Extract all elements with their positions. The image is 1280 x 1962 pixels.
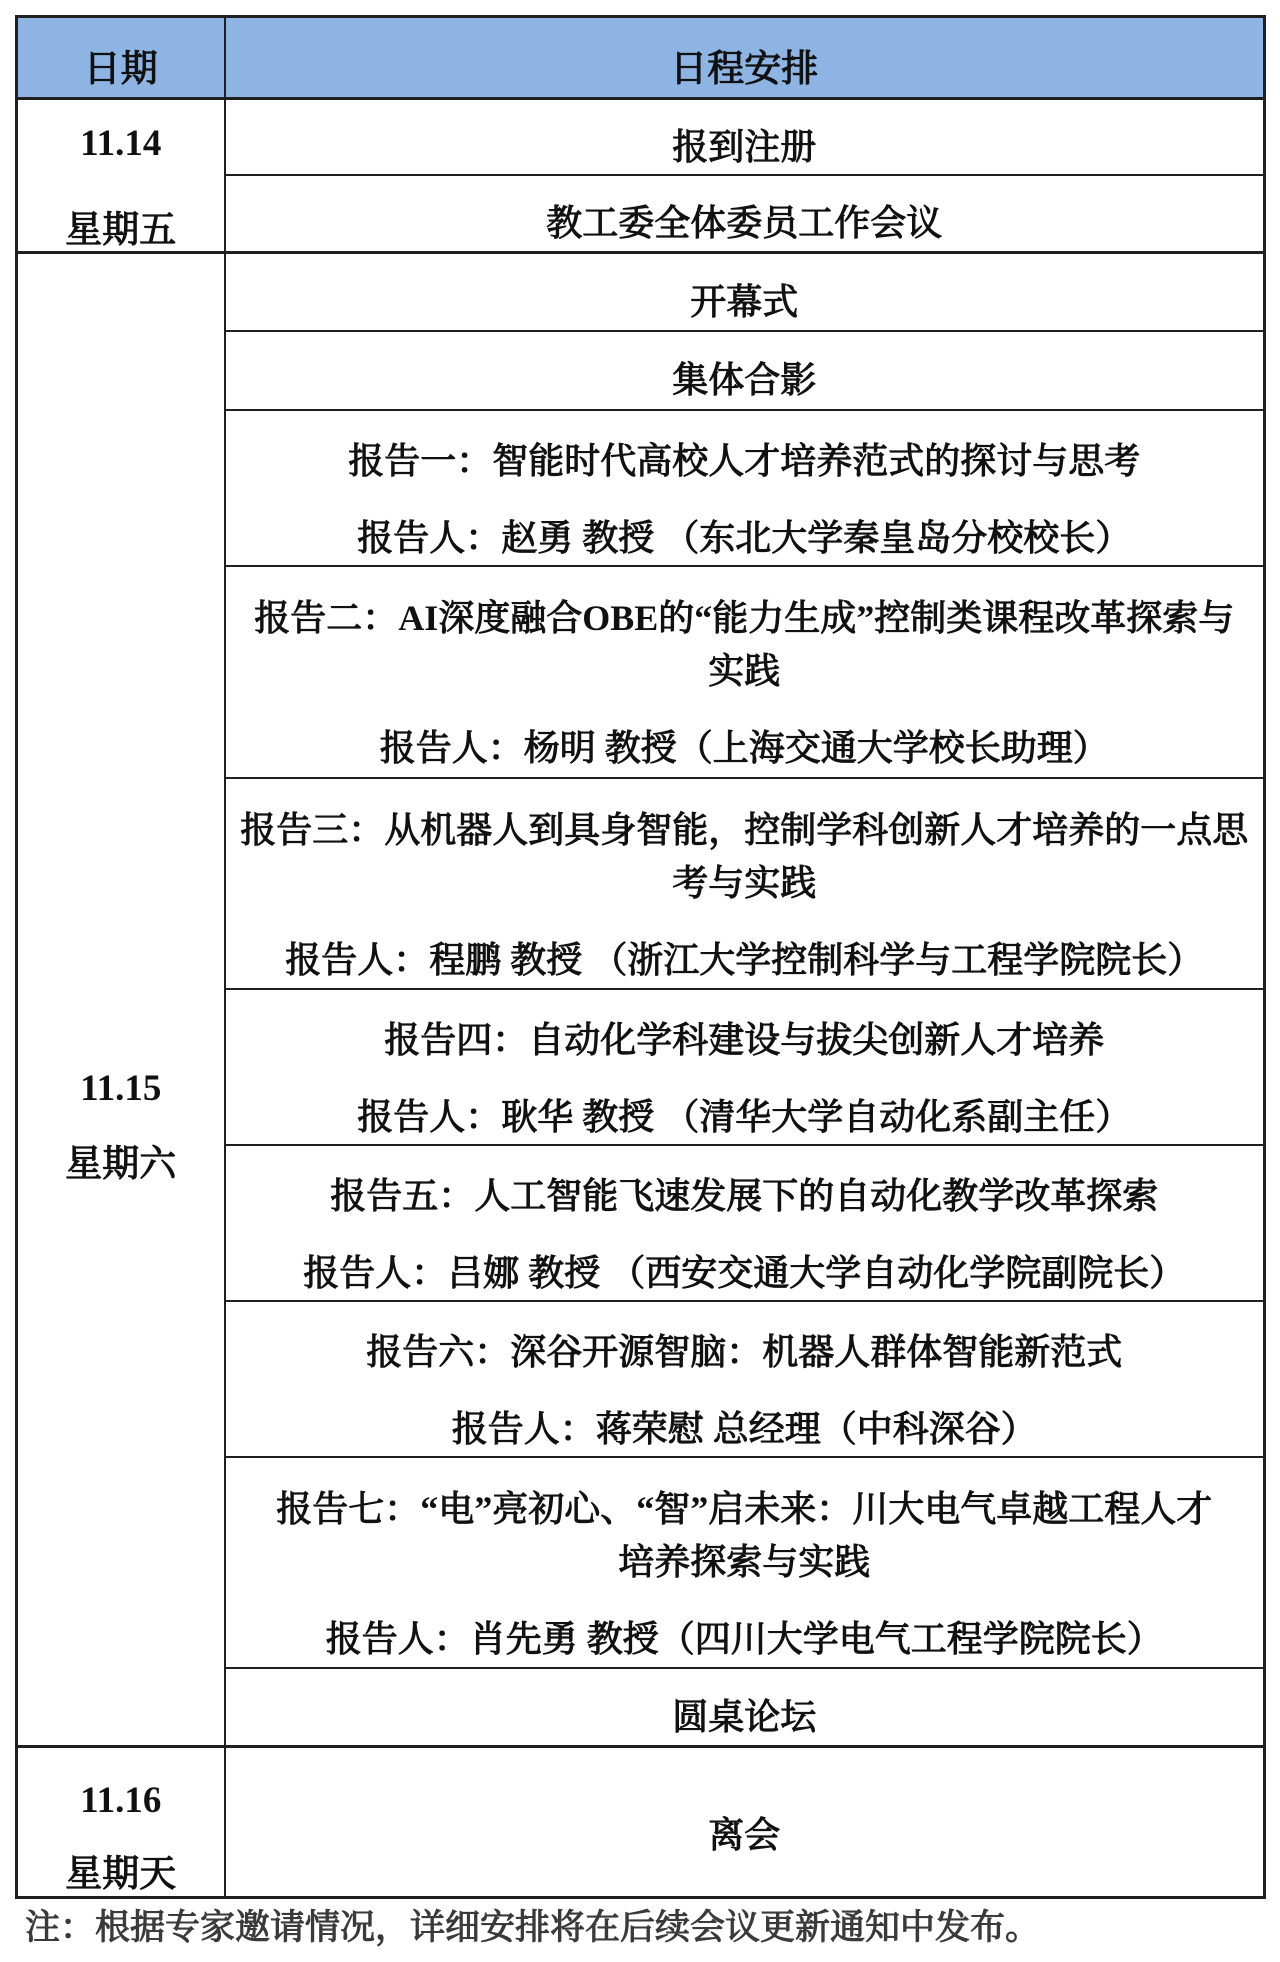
weekday-label: 星期五 (65, 210, 177, 251)
date-cell-1114 (17, 99, 225, 253)
header-agenda-label: 日程安排 (670, 48, 819, 90)
table-row (17, 1747, 1265, 1898)
schedule-table-wrapper (15, 15, 1266, 1899)
date-label: 11.16 (80, 1780, 162, 1821)
agenda-cell-opening-ceremony (225, 253, 1265, 331)
agenda-cell-committee-meeting (225, 175, 1265, 253)
report-speaker: 报告人：吕娜 教授 （西安交通大学自动化学院副院长） (303, 1252, 1186, 1293)
agenda-cell-report-2 (225, 566, 1265, 778)
agenda-cell-report-5 (225, 1145, 1265, 1301)
table-row (17, 253, 1265, 331)
header-cell-agenda (225, 17, 1265, 99)
agenda-text: 报到注册 (672, 126, 817, 167)
report-title: 报告七：“电”亮初心、“智”启未来：川大电气卓越工程人才 (276, 1488, 1213, 1529)
report-speaker: 报告人：肖先勇 教授（四川大学电气工程学院院长） (325, 1618, 1163, 1659)
agenda-text: 离会 (708, 1815, 781, 1855)
agenda-cell-report-1 (225, 410, 1265, 566)
report-speaker: 报告人：杨明 教授（上海交通大学校长助理） (379, 728, 1109, 768)
footer-note: 注：根据专家邀请情况，详细安排将在后续会议更新通知中发布。 (25, 1908, 1041, 1947)
report-title: 报告五：人工智能飞速发展下的自动化教学改革探索 (330, 1175, 1159, 1216)
date-label: 11.14 (80, 123, 162, 164)
agenda-cell-group-photo (225, 331, 1265, 410)
report-title: 报告一：智能时代高校人才培养范式的探讨与思考 (348, 440, 1141, 481)
report-title: 报告六：深谷开源智脑：机器人群体智能新范式 (366, 1331, 1123, 1372)
date-label: 11.15 (80, 1067, 162, 1109)
report-speaker: 报告人：赵勇 教授 （东北大学秦皇岛分校校长） (357, 517, 1132, 558)
agenda-cell-report-6 (225, 1301, 1265, 1457)
agenda-cell-registration (225, 99, 1265, 175)
report-title: 报告三：从机器人到具身智能，控制学科创新人才培养的一点思 (240, 809, 1249, 850)
schedule-table (15, 15, 1266, 1899)
weekday-label: 星期天 (65, 1854, 177, 1895)
report-title: 报告四：自动化学科建设与拔尖创新人才培养 (384, 1019, 1105, 1060)
agenda-text: 集体合影 (672, 360, 817, 400)
table-row (17, 99, 1265, 175)
agenda-text: 开幕式 (690, 281, 799, 322)
report-title: 报告二：AI深度融合OBE的“能力生成”控制类课程改革探索与 (254, 598, 1235, 638)
report-speaker: 报告人：蒋荣慰 总经理（中科深谷） (451, 1408, 1037, 1449)
agenda-cell-report-3 (225, 778, 1265, 989)
report-speaker: 报告人：耿华 教授 （清华大学自动化系副主任） (357, 1096, 1132, 1137)
agenda-text: 教工委全体委员工作会议 (546, 203, 943, 244)
report-title-line2: 培养探索与实践 (618, 1541, 871, 1582)
agenda-cell-report-4 (225, 989, 1265, 1145)
report-title-line2: 实践 (708, 651, 781, 691)
header-row (17, 17, 1265, 99)
date-cell-1116 (17, 1747, 225, 1898)
agenda-cell-report-7 (225, 1457, 1265, 1668)
agenda-cell-departure (225, 1747, 1265, 1898)
agenda-text: 圆桌论坛 (672, 1696, 817, 1737)
report-speaker: 报告人：程鹏 教授 （浙江大学控制科学与工程学院院长） (285, 939, 1204, 980)
agenda-cell-roundtable (225, 1668, 1265, 1747)
weekday-label: 星期六 (65, 1143, 177, 1185)
header-cell-date (17, 17, 225, 99)
date-cell-1115 (17, 253, 225, 1747)
report-title-line2: 考与实践 (672, 862, 817, 903)
header-date-label: 日期 (83, 48, 158, 90)
